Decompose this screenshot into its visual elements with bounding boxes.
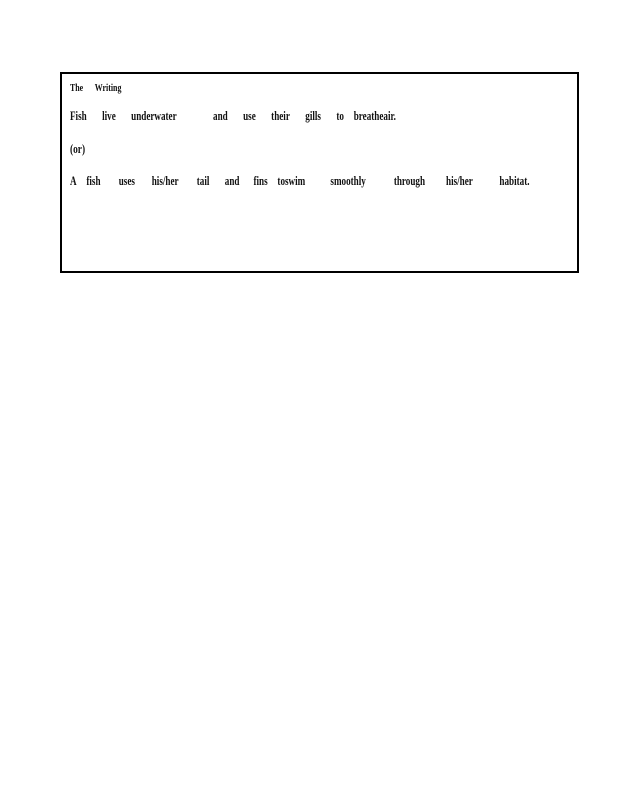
- writing-box: [60, 72, 579, 273]
- sentence-word: tail: [196, 173, 210, 188]
- sentence-word: and: [213, 108, 228, 123]
- heading-word: Writing: [94, 82, 122, 94]
- sentence-word: habitat.: [499, 173, 530, 188]
- sentence-word: smoothly: [330, 173, 366, 188]
- sentence-word: toswim: [277, 173, 306, 188]
- sentence-word: fins: [253, 173, 268, 188]
- sentence-word: and: [224, 173, 240, 188]
- sentence-word: to: [336, 108, 344, 123]
- sentence-word: live: [102, 108, 116, 123]
- sentence-word: gills: [305, 108, 321, 123]
- sentence-word: through: [393, 173, 426, 188]
- sentence-word: fish: [86, 173, 101, 188]
- box-heading: [70, 82, 121, 94]
- sentence-word: use: [243, 108, 256, 123]
- heading-word: The: [70, 82, 84, 94]
- alternative-marker: (or): [70, 141, 86, 156]
- sentence-word: underwater: [131, 108, 177, 123]
- sentence-word: his/her: [151, 173, 179, 188]
- sentence-fish-swim: [70, 173, 530, 189]
- sentence-word: Fish: [70, 108, 87, 123]
- sentence-word: their: [271, 108, 290, 123]
- sentence-word: A: [70, 173, 77, 188]
- sentence-word: his/her: [446, 173, 473, 188]
- sentence-word: breatheair.: [353, 108, 396, 123]
- sentence-word: uses: [118, 173, 135, 188]
- sentence-fish-breathe: [70, 108, 396, 124]
